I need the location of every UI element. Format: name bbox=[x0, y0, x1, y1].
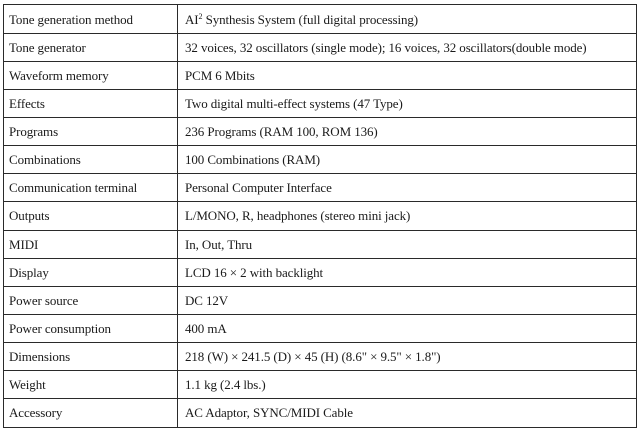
table-row bbox=[4, 174, 637, 202]
table-row bbox=[4, 202, 637, 230]
spec-value: LCD 16 × 2 with backlight bbox=[178, 258, 637, 286]
table-row bbox=[4, 34, 637, 62]
table-row bbox=[4, 370, 637, 398]
spec-label: Waveform memory bbox=[4, 62, 178, 90]
spec-label: Outputs bbox=[4, 202, 178, 230]
table-row bbox=[4, 146, 637, 174]
spec-label: MIDI bbox=[4, 230, 178, 258]
spec-label: Display bbox=[4, 258, 178, 286]
spec-label: Effects bbox=[4, 90, 178, 118]
table-row bbox=[4, 286, 637, 314]
specifications-table bbox=[3, 4, 637, 428]
table-row bbox=[4, 258, 637, 286]
spec-label: Programs bbox=[4, 118, 178, 146]
table-row bbox=[4, 314, 637, 342]
spec-label: Combinations bbox=[4, 146, 178, 174]
table-row bbox=[4, 230, 637, 258]
spec-label: Tone generation method bbox=[4, 5, 178, 34]
spec-value-rest: Synthesis System (full digital processing) bbox=[202, 11, 419, 27]
spec-label: Power consumption bbox=[4, 314, 178, 342]
spec-value: 100 Combinations (RAM) bbox=[178, 146, 637, 174]
spec-value: 32 voices, 32 oscillators (single mode); 16 voices, 32 oscillators(double mode) bbox=[178, 34, 637, 62]
table-row bbox=[4, 5, 637, 34]
spec-value: AC Adaptor, SYNC/MIDI Cable bbox=[178, 398, 637, 427]
spec-value-superscript: 2 bbox=[198, 11, 203, 21]
spec-label: Accessory bbox=[4, 398, 178, 427]
table-row bbox=[4, 90, 637, 118]
spec-value: Two digital multi-effect systems (47 Type) bbox=[178, 90, 637, 118]
spec-value: Personal Computer Interface bbox=[178, 174, 637, 202]
table-row bbox=[4, 398, 637, 427]
table-row bbox=[4, 118, 637, 146]
spec-value-prefix: AI bbox=[185, 11, 199, 27]
spec-value: 218 (W) × 241.5 (D) × 45 (H) (8.6" × 9.5" × 1.8") bbox=[178, 342, 637, 370]
spec-value: In, Out, Thru bbox=[178, 230, 637, 258]
spec-value bbox=[178, 5, 637, 34]
table-row bbox=[4, 62, 637, 90]
spec-value: 1.1 kg (2.4 lbs.) bbox=[178, 370, 637, 398]
spec-label: Dimensions bbox=[4, 342, 178, 370]
spec-value: 400 mA bbox=[178, 314, 637, 342]
spec-label: Power source bbox=[4, 286, 178, 314]
spec-label: Tone generator bbox=[4, 34, 178, 62]
table-row bbox=[4, 342, 637, 370]
spec-value: DC 12V bbox=[178, 286, 637, 314]
spec-label: Weight bbox=[4, 370, 178, 398]
spec-value: L/MONO, R, headphones (stereo mini jack) bbox=[178, 202, 637, 230]
spec-value: PCM 6 Mbits bbox=[178, 62, 637, 90]
spec-value: 236 Programs (RAM 100, ROM 136) bbox=[178, 118, 637, 146]
spec-label: Communication terminal bbox=[4, 174, 178, 202]
